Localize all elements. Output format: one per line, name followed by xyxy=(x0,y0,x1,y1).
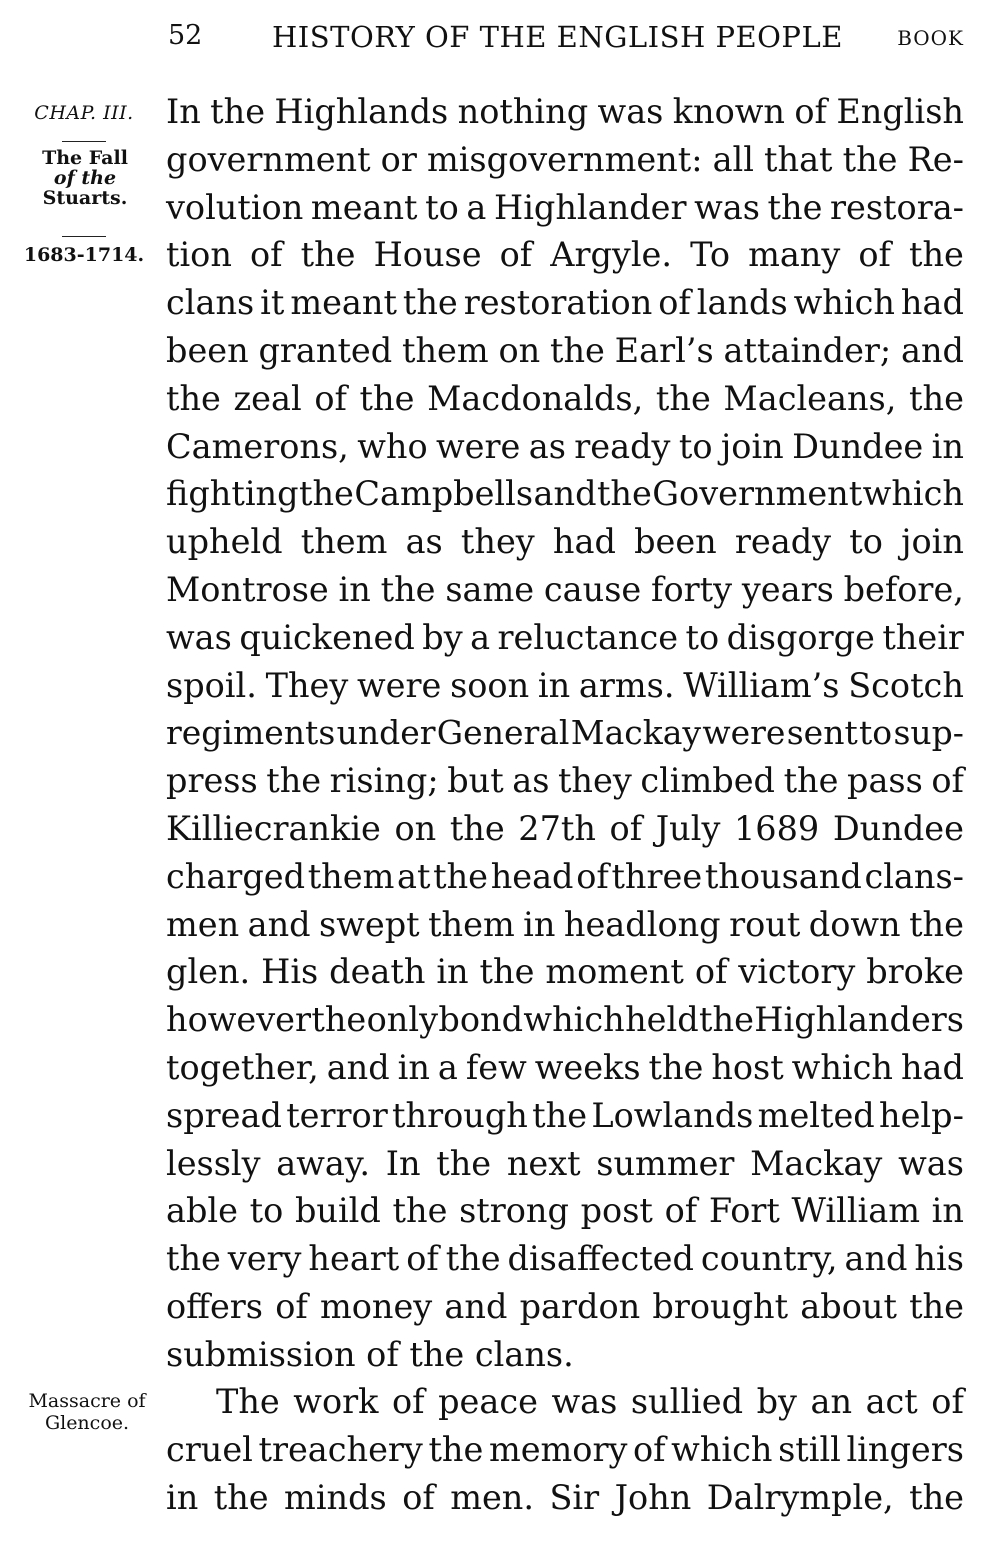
word: offers xyxy=(166,1286,263,1326)
word: help- xyxy=(879,1095,964,1135)
massacre-sidenote-line: Glencoe. xyxy=(44,1412,130,1434)
word: to xyxy=(685,617,720,657)
page-number: 52 xyxy=(168,20,203,51)
text-line xyxy=(166,1187,964,1235)
word: English xyxy=(836,92,964,131)
word: of xyxy=(633,1429,666,1469)
word: of xyxy=(858,235,891,275)
word: Dalrymple, xyxy=(706,1477,894,1517)
text-line xyxy=(166,805,964,853)
word: the xyxy=(596,474,652,514)
word: head xyxy=(490,856,574,896)
word: moment xyxy=(545,952,684,992)
word: three xyxy=(611,856,703,896)
word: money xyxy=(319,1286,433,1326)
word: join xyxy=(901,522,964,562)
word: were xyxy=(436,426,521,466)
word: them xyxy=(428,904,515,944)
word: the xyxy=(299,474,354,514)
word: and xyxy=(533,474,597,514)
word: as xyxy=(512,761,550,801)
word: to xyxy=(678,426,713,466)
word: the xyxy=(311,1000,367,1040)
word: Argyle. xyxy=(550,235,673,275)
word: strong xyxy=(459,1191,569,1231)
word: been xyxy=(634,522,717,562)
word: ready xyxy=(574,426,671,466)
word: spoil. xyxy=(166,665,257,705)
word: headlong xyxy=(563,904,721,944)
section-sidenote-line: The Fall xyxy=(42,147,128,169)
word: of xyxy=(314,378,347,418)
word: them xyxy=(402,330,489,370)
word: it xyxy=(260,283,285,323)
word: many xyxy=(748,235,841,275)
word: as xyxy=(528,426,566,466)
word: a xyxy=(466,187,487,227)
word: through xyxy=(392,1095,528,1135)
word: summer xyxy=(596,1143,735,1183)
text-line xyxy=(166,88,964,136)
word: treachery xyxy=(258,1429,423,1469)
word: Camerons, xyxy=(166,426,349,466)
word: at xyxy=(397,856,431,896)
massacre-sidenote-line: Massacre of xyxy=(28,1390,146,1412)
word: of xyxy=(576,856,609,896)
word: restoration xyxy=(463,283,653,323)
word: were xyxy=(357,665,442,705)
word: meant xyxy=(310,187,418,227)
word: act xyxy=(865,1382,918,1421)
word: very xyxy=(227,1239,302,1279)
section-sidenote-line: of the xyxy=(53,167,117,189)
text-line xyxy=(166,1092,964,1140)
word: and xyxy=(326,1047,390,1087)
word: disgorge xyxy=(726,617,875,657)
word: them xyxy=(300,522,388,562)
text-line xyxy=(166,375,964,423)
word: able xyxy=(166,1191,238,1231)
dates-sidenote: 1683-1714. xyxy=(23,244,145,266)
word: Macdonalds, xyxy=(427,378,644,418)
word: ready xyxy=(734,522,832,562)
word: terror xyxy=(286,1095,388,1135)
word: reluctance xyxy=(497,617,679,657)
word: William’s xyxy=(683,665,840,705)
word: all xyxy=(712,139,754,179)
massacre-sidenote xyxy=(14,1390,160,1434)
word: memory xyxy=(488,1429,628,1469)
word: the xyxy=(210,92,266,131)
word: bond xyxy=(438,1000,524,1040)
word: In xyxy=(166,92,201,131)
text-line xyxy=(166,853,964,901)
word: Highlands xyxy=(274,92,449,131)
word: them xyxy=(307,856,395,896)
word: Earl’s xyxy=(614,330,714,370)
word: which xyxy=(791,1047,893,1087)
word: 1689 xyxy=(733,808,820,848)
word: the xyxy=(479,952,535,992)
word: Campbells xyxy=(354,474,534,514)
word: Scotch xyxy=(848,665,964,705)
word: Killiecrankie xyxy=(166,808,381,848)
running-title: HISTORY OF THE ENGLISH PEOPLE xyxy=(272,20,843,54)
text-line xyxy=(166,901,964,949)
word: together, xyxy=(166,1047,319,1087)
text-line xyxy=(166,1378,964,1426)
word: tion xyxy=(166,235,232,275)
word: of xyxy=(499,235,533,275)
word: arms. xyxy=(578,665,675,705)
word: or xyxy=(380,139,417,179)
word: 27th xyxy=(518,808,596,848)
word: a xyxy=(437,1047,458,1087)
word: the xyxy=(402,283,458,323)
word: the xyxy=(213,1477,269,1517)
paragraph-2 xyxy=(166,1378,964,1521)
text-line xyxy=(166,757,964,805)
word: death xyxy=(329,952,426,992)
word: forty xyxy=(651,569,733,609)
word: join xyxy=(720,426,784,466)
word: the xyxy=(842,139,898,179)
text-line xyxy=(166,1235,964,1283)
word: rising; xyxy=(329,761,439,801)
word: about xyxy=(800,1286,897,1326)
word: Dundee xyxy=(832,808,964,848)
text-line xyxy=(166,1426,964,1474)
word: their xyxy=(882,617,964,657)
word: minds xyxy=(284,1477,387,1517)
word: nothing xyxy=(457,92,589,131)
word: few xyxy=(465,1047,527,1087)
word: pass xyxy=(847,761,923,801)
word: Dundee xyxy=(792,426,924,466)
word: had xyxy=(552,522,616,562)
word: by xyxy=(756,1382,797,1421)
word: government xyxy=(166,139,371,179)
word: in xyxy=(537,665,571,705)
word: peace xyxy=(438,1382,538,1421)
text-line xyxy=(166,996,964,1044)
word: melted xyxy=(757,1095,875,1135)
word: by xyxy=(422,617,463,657)
word: lingers xyxy=(846,1429,964,1469)
text-line xyxy=(166,662,964,710)
word: and xyxy=(444,1286,508,1326)
word: They xyxy=(265,665,349,705)
word: volution xyxy=(166,187,304,227)
word: still xyxy=(778,1429,841,1469)
word: that xyxy=(764,139,833,179)
word: the xyxy=(655,378,711,418)
word: Macleans, xyxy=(723,378,897,418)
word: and xyxy=(901,330,964,370)
word: which xyxy=(793,283,895,323)
word: William xyxy=(791,1191,920,1231)
sidenote-rule xyxy=(62,141,106,142)
word: pardon xyxy=(519,1286,641,1326)
word: of xyxy=(249,235,283,275)
word: but xyxy=(447,761,504,801)
word: the xyxy=(166,378,221,418)
word: the xyxy=(550,330,605,370)
word: attainder; xyxy=(723,330,892,370)
word: sullied xyxy=(630,1382,744,1421)
text-line xyxy=(166,231,964,279)
word: swept xyxy=(319,904,420,944)
word: the xyxy=(767,187,823,227)
word: was xyxy=(166,617,232,657)
word: the xyxy=(783,761,839,801)
word: the xyxy=(428,1429,484,1469)
word: which xyxy=(671,1429,773,1469)
text-line xyxy=(166,1140,964,1188)
word: press xyxy=(166,761,258,801)
paragraph-1 xyxy=(166,88,964,1379)
word: on xyxy=(498,330,541,370)
word: the xyxy=(699,1000,754,1040)
word: the xyxy=(436,1143,492,1183)
word: the xyxy=(532,1095,588,1135)
word: were xyxy=(702,713,786,753)
word: House xyxy=(373,235,482,275)
word: been xyxy=(166,330,249,370)
word: the xyxy=(300,235,356,275)
word: the xyxy=(449,808,505,848)
chapter-sidenote: CHAP. III. xyxy=(34,102,134,124)
word: the xyxy=(909,378,964,418)
text-line xyxy=(166,136,964,184)
text-line xyxy=(166,948,964,996)
word: who xyxy=(357,426,428,466)
text-line xyxy=(166,1474,964,1522)
word: they xyxy=(557,761,632,801)
word: broke xyxy=(866,952,964,992)
word: on xyxy=(394,808,437,848)
word: which xyxy=(862,474,964,514)
word: post xyxy=(580,1191,653,1231)
word: in xyxy=(166,1477,199,1517)
word: Highlanders xyxy=(754,1000,964,1040)
word: Mackay xyxy=(570,713,702,753)
word: men xyxy=(166,904,240,944)
word: to xyxy=(849,522,883,562)
word: To xyxy=(690,235,730,275)
word: was xyxy=(898,1143,964,1183)
word: had xyxy=(900,1047,964,1087)
word: Highlander xyxy=(493,187,687,227)
word: Government xyxy=(652,474,863,514)
word: cruel xyxy=(166,1429,253,1469)
word: soon xyxy=(450,665,530,705)
word: the xyxy=(380,569,436,609)
word: was xyxy=(551,1382,618,1421)
word: his xyxy=(914,1239,964,1279)
word: which xyxy=(523,1000,625,1040)
sidenote-rule xyxy=(62,236,106,237)
word: restora- xyxy=(830,187,964,227)
word: had xyxy=(900,283,964,323)
text-line xyxy=(166,518,964,566)
word: granted xyxy=(258,330,393,370)
word: the xyxy=(266,761,322,801)
word: misgovernment: xyxy=(426,139,703,179)
word: to xyxy=(859,713,893,753)
word: men. xyxy=(450,1477,535,1517)
word: His xyxy=(261,952,319,992)
running-head xyxy=(0,20,1000,60)
section-sidenote-line: Stuarts. xyxy=(42,187,128,209)
word: quickened xyxy=(239,617,415,657)
word: of xyxy=(794,92,827,131)
text-line xyxy=(166,614,964,662)
word: held xyxy=(625,1000,699,1040)
word: thousand xyxy=(704,856,862,896)
word: Lowlands xyxy=(591,1095,754,1135)
word: lands xyxy=(696,283,788,323)
word: The xyxy=(216,1382,280,1421)
word: only xyxy=(366,1000,439,1040)
word: the xyxy=(359,378,415,418)
word: down xyxy=(808,904,901,944)
word: regiments xyxy=(166,713,336,753)
word: the xyxy=(909,1477,964,1517)
word: host xyxy=(711,1047,784,1087)
word: of xyxy=(406,1239,439,1279)
word: and xyxy=(247,904,311,944)
word: and xyxy=(844,1239,908,1279)
text-line xyxy=(166,423,964,471)
word: build xyxy=(294,1191,381,1231)
word: the xyxy=(166,1239,221,1279)
text-line xyxy=(166,327,964,375)
word: as xyxy=(405,522,443,562)
word: charged xyxy=(166,856,306,896)
word: of xyxy=(931,1382,964,1421)
word: lessly xyxy=(166,1143,261,1183)
word: was xyxy=(694,187,760,227)
word: same xyxy=(445,569,535,609)
word: meant xyxy=(290,283,397,323)
word: brought xyxy=(652,1286,789,1326)
text-line xyxy=(166,1283,964,1331)
word: of xyxy=(658,283,691,323)
word: in xyxy=(436,952,469,992)
word: away. xyxy=(276,1143,371,1183)
section-sidenote xyxy=(26,148,144,208)
word: to xyxy=(249,1191,284,1231)
word: of xyxy=(609,808,643,848)
word: years xyxy=(741,569,834,609)
word: Sir xyxy=(549,1477,600,1517)
word: in xyxy=(931,1191,964,1231)
word: climbed xyxy=(640,761,775,801)
word: rout xyxy=(729,904,801,944)
word: known xyxy=(672,92,786,131)
word: in xyxy=(523,904,556,944)
word: sent xyxy=(786,713,858,753)
word: John xyxy=(614,1477,692,1517)
word: a xyxy=(470,617,491,657)
word: weeks xyxy=(534,1047,641,1087)
word: however xyxy=(166,1000,312,1040)
word: Fort xyxy=(708,1191,780,1231)
word: the xyxy=(392,1191,448,1231)
word: In xyxy=(385,1143,421,1183)
word: next xyxy=(506,1143,581,1183)
word: of xyxy=(402,1477,435,1517)
word: clans xyxy=(166,283,255,323)
word: the xyxy=(909,1286,964,1326)
word: victory xyxy=(738,952,856,992)
word: zeal xyxy=(233,378,302,418)
word: an xyxy=(810,1382,853,1421)
word: in xyxy=(338,569,371,609)
word: to xyxy=(425,187,459,227)
word: in xyxy=(397,1047,430,1087)
word: they xyxy=(460,522,535,562)
word: upheld xyxy=(166,522,283,562)
word: of xyxy=(275,1286,308,1326)
word: clans- xyxy=(864,856,964,896)
word: the xyxy=(909,904,964,944)
word: the xyxy=(648,1047,704,1087)
word: glen. xyxy=(166,952,251,992)
text-line xyxy=(166,1044,964,1092)
word: in xyxy=(931,426,964,466)
word: heart xyxy=(308,1239,400,1279)
word: Montrose xyxy=(166,569,329,609)
word: work xyxy=(293,1382,379,1421)
text-line xyxy=(166,184,964,232)
word: was xyxy=(597,92,664,131)
word: fighting xyxy=(166,474,299,514)
word: under xyxy=(336,713,436,753)
word: disaffected xyxy=(507,1239,694,1279)
text-line xyxy=(166,709,964,757)
running-book-label: BOOK xyxy=(897,26,964,50)
word: spread xyxy=(166,1095,282,1135)
word: of xyxy=(664,1191,698,1231)
word: Re- xyxy=(907,139,964,179)
word: the xyxy=(433,856,489,896)
word: Mackay xyxy=(750,1143,883,1183)
text-line: submission of the clans. xyxy=(166,1334,574,1374)
word: sup- xyxy=(893,713,964,753)
word: the xyxy=(445,1239,501,1279)
word: General xyxy=(436,713,570,753)
word: before, xyxy=(843,569,964,609)
word: of xyxy=(391,1382,425,1421)
text-line xyxy=(166,566,964,614)
word: of xyxy=(694,952,728,992)
word: July xyxy=(655,808,721,848)
text-line xyxy=(166,279,964,327)
word: of xyxy=(931,761,964,801)
word: country, xyxy=(700,1239,838,1279)
word: the xyxy=(909,235,964,275)
word: cause xyxy=(543,569,642,609)
text-line xyxy=(166,470,964,518)
